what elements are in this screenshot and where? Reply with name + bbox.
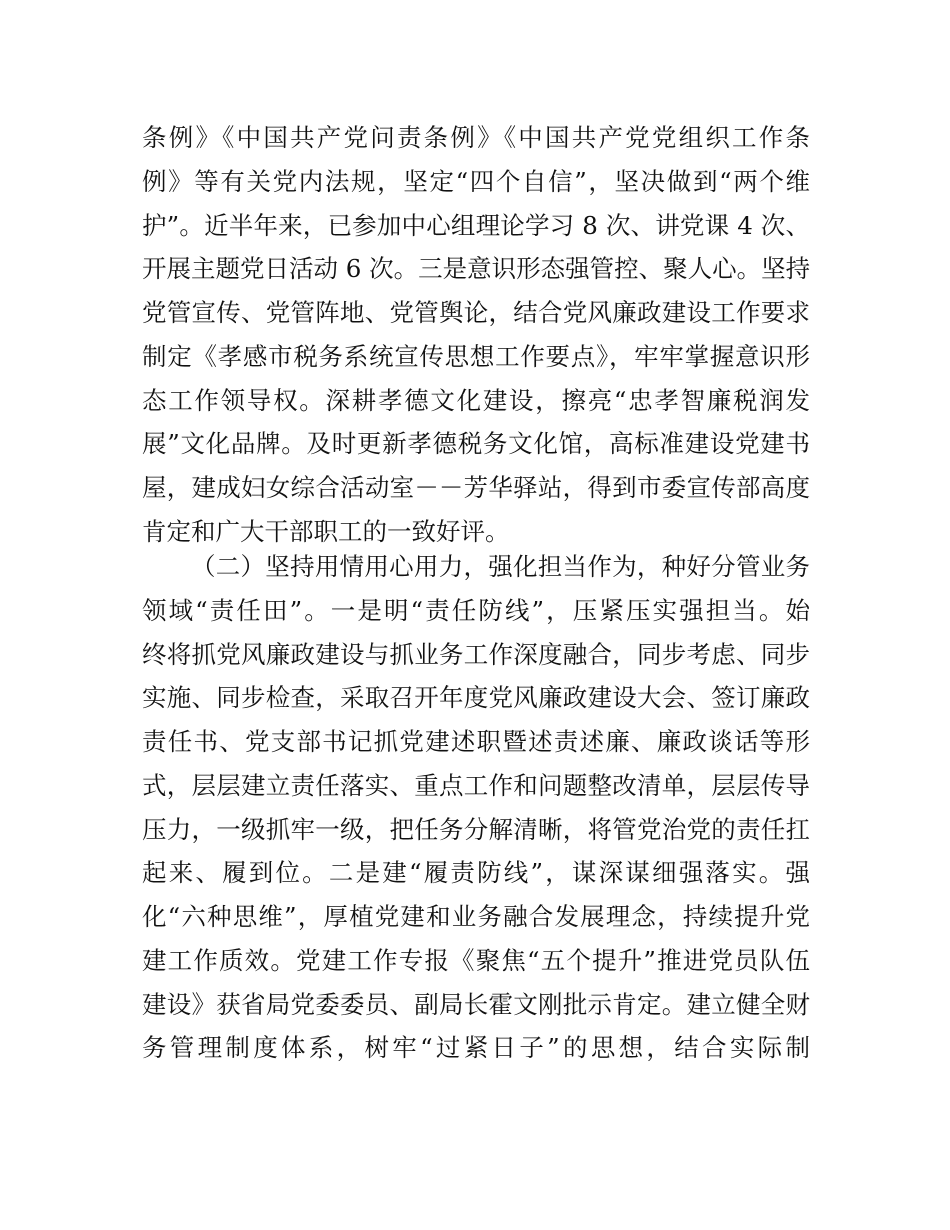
paragraph-line: 开展主题党日活动 6 次。三是意识形态强管控、聚人心。坚持 <box>142 254 810 284</box>
paragraph-line: 建工作质效。党建工作专报《聚焦“五个提升”推进党员队伍 <box>142 945 810 975</box>
paragraph-line: 例》等有关党内法规，坚定“四个自信”，坚决做到“两个维 <box>142 166 810 196</box>
paragraph-line: 起来、履到位。二是建“履责防线”，谋深谋细强落实。强 <box>142 858 810 888</box>
paragraph-line: 终将抓党风廉政建设与抓业务工作深度融合，同步考虑、同步 <box>142 639 810 669</box>
paragraph-line: 化“六种思维”，厚植党建和业务融合发展理念，持续提升党 <box>142 902 810 931</box>
paragraph-2 <box>142 545 810 1070</box>
paragraph-line: 式，层层建立责任落实、重点工作和问题整改清单，层层传导 <box>142 770 810 800</box>
paragraph-line: 制定《孝感市税务系统宣传思想工作要点》，牢牢掌握意识形 <box>142 341 810 371</box>
paragraph-line: 态工作领导权。深耕孝德文化建设，擦亮“忠孝智廉税润发 <box>142 385 810 415</box>
paragraph-1 <box>142 116 810 554</box>
paragraph-line: 肯定和广大干部职工的一致好评。 <box>142 516 510 546</box>
paragraph-line: （二）坚持用情用心用力，强化担当作为，种好分管业务 <box>191 552 810 581</box>
paragraph-line: 护”。近半年来，已参加中心组理论学习 8 次、讲党课 4 次、 <box>142 210 810 240</box>
paragraph-line: 党管宣传、党管阵地、党管舆论，结合党风廉政建设工作要求 <box>142 298 810 327</box>
paragraph-line: 屋，建成妇女综合活动室－－芳华驿站，得到市委宣传部高度 <box>142 473 810 502</box>
paragraph-line: 领域“责任田”。一是明“责任防线”，压紧压实强担当。始 <box>142 595 810 625</box>
paragraph-line: 条例》《中国共产党问责条例》《中国共产党党组织工作条 <box>142 123 810 152</box>
paragraph-line: 务管理制度体系，树牢“过紧日子”的思想，结合实际制 <box>142 1033 810 1063</box>
paragraph-line: 展”文化品牌。及时更新孝德税务文化馆，高标准建设党建书 <box>142 429 810 459</box>
paragraph-line: 压力，一级抓牢一级，把任务分解清晰，将管党治党的责任扛 <box>142 814 810 844</box>
paragraph-line: 责任书、党支部书记抓党建述职暨述责述廉、廉政谈话等形 <box>142 727 810 756</box>
paragraph-line: 建设》获省局党委委员、副局长霍文刚批示肯定。建立健全财 <box>142 989 810 1019</box>
paragraph-line: 实施、同步检查，采取召开年度党风廉政建设大会、签订廉政 <box>142 683 810 713</box>
